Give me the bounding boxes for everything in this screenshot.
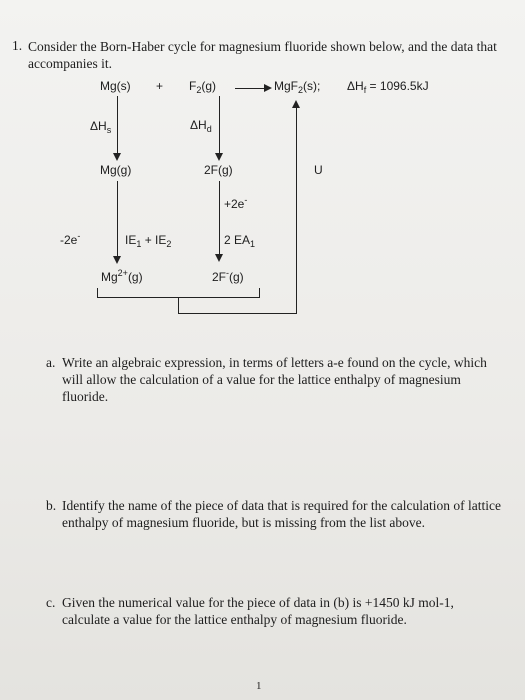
dhs-arrow-line [117, 96, 118, 154]
two-f-minus-g-label: 2F-(g) [212, 268, 244, 284]
part-b-label: b. [46, 498, 57, 513]
lattice-connector [178, 313, 297, 314]
dhs-arrowhead [113, 153, 121, 161]
u-label: U [314, 163, 323, 177]
ea-arrowhead [215, 254, 223, 262]
part-c-text: Given the numerical value for the piece of data in (b) is +1450 kJ mol-1, calculate a value for the lattice enthalpy of magnesium fluoride. [62, 595, 454, 627]
part-c-label: c. [46, 595, 56, 610]
dhf-label: $\Delta H_f = 1096.5kJ$ [347, 79, 429, 95]
part-b-text: Identify the name of the piece of data that is required for the calculation of lattice enthalpy of magnesium fluoride, but is missing from the list above. [62, 498, 501, 530]
part-a-label: a. [46, 355, 56, 370]
plus-sign: + [156, 79, 164, 93]
minus-2e-label: -2e- [60, 231, 81, 247]
page-number: 1 [256, 680, 262, 692]
question-number: 1. [12, 38, 23, 53]
dhd-arrow-line [219, 96, 220, 154]
mgf2-s-label: MgF$_2$(s); [274, 79, 321, 95]
mg-s-label: Mg(s) [100, 79, 131, 93]
plus-2e-label: +2e- [224, 195, 248, 211]
bracket-stem [178, 297, 179, 314]
dhd-label: $\Delta H_d$ [190, 118, 212, 134]
part-a-text: Write an algebraic expression, in terms of letters a-e found on the cycle, which will allow the calculation of a value for the lattice enthalpy of magnesium fluoride. [62, 355, 487, 404]
question-intro: Consider the Born-Haber cycle for magnesium fluoride shown below, and the data that accompanies it. [28, 39, 497, 71]
dhs-label: $\Delta H_s$ [90, 119, 112, 135]
formation-arrowhead [264, 84, 272, 92]
ie-label: $IE_1 + IE_2$ [125, 233, 172, 249]
ea-label: 2 $EA_1$ [224, 233, 256, 249]
dhd-arrowhead [215, 153, 223, 161]
part-c [46, 594, 516, 634]
two-f-g-label: 2F(g) [204, 163, 233, 177]
mg2-plus-g-label: $Mg^{2+}(g)$ [101, 268, 143, 284]
part-a [46, 354, 516, 410]
u-arrowhead [292, 100, 300, 108]
mg-g-label: Mg(g) [100, 163, 132, 177]
f2-g-label: $F_2(g)$ [189, 79, 217, 95]
ea-arrow-line [219, 181, 220, 256]
ie-arrowhead [113, 256, 121, 264]
formation-arrow-line [235, 88, 265, 89]
bracket-right-tick [259, 288, 260, 298]
u-arrow-line [296, 108, 297, 314]
part-b [46, 497, 516, 537]
ie-arrow-line [117, 181, 118, 258]
